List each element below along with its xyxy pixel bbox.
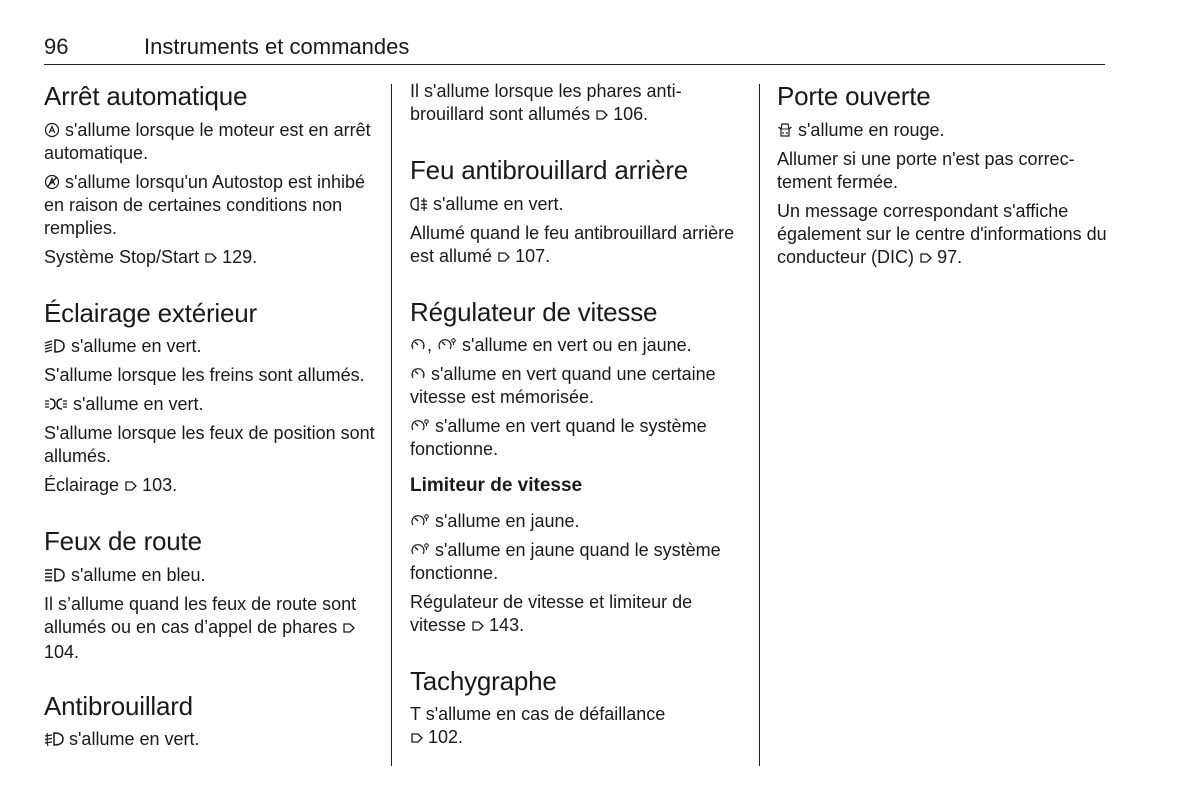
tachograph-icon: T xyxy=(410,704,421,725)
page-reference-arrow-icon xyxy=(919,248,933,271)
section-heading-antibrouillard-arriere: Feu antibrouillard arrière xyxy=(410,155,689,185)
position-lights-icon xyxy=(44,396,68,412)
section-heading-eclairage: Éclairage extérieur xyxy=(44,297,257,328)
subsection-heading-limiteur: Limiteur de vitesse xyxy=(410,475,583,496)
paragraph: Un message correspondant s'affiche également sur le centre d'informations du conducteur (DIC) 97. xyxy=(777,200,1109,271)
page-reference-arrow-icon xyxy=(124,476,138,499)
speed-limiter-icon xyxy=(410,542,430,558)
paragraph: s'allume en vert. xyxy=(44,335,376,358)
column-2 xyxy=(410,80,742,751)
low-beam-icon xyxy=(44,338,66,354)
paragraph: s'allume en vert quand le système fonctionne. xyxy=(410,416,707,459)
page-reference-arrow-icon xyxy=(342,618,356,641)
autostop-inhibited-icon xyxy=(44,174,60,190)
high-beam-icon xyxy=(44,567,66,583)
column-3 xyxy=(777,80,1109,271)
paragraph: s'allume en bleu. xyxy=(44,564,376,587)
paragraph: s'allume lorsqu'un Autostop est inhibé en raison de certaines conditions non remplies. xyxy=(44,171,366,238)
page-header xyxy=(44,34,1105,64)
section-heading-tachygraphe: Tachygraphe xyxy=(410,665,557,696)
speed-limiter-icon xyxy=(410,418,430,434)
rear-fog-icon xyxy=(410,196,428,212)
cross-reference: Éclairage 103. xyxy=(44,474,376,499)
section-heading-regulateur: Régulateur de vitesse xyxy=(410,296,658,327)
section-heading-route: Feux de route xyxy=(44,526,202,556)
speed-limiter-icon xyxy=(410,513,430,529)
paragraph: s'allume en jaune. xyxy=(410,510,742,533)
paragraph: s'allume en rouge. xyxy=(777,119,1109,142)
paragraph: Allumer si une porte n'est pas correctement fermée. xyxy=(777,148,1075,192)
page-reference-arrow-icon xyxy=(204,248,218,271)
page-reference-arrow-icon xyxy=(410,728,424,751)
page-number: 96 xyxy=(44,34,69,59)
paragraph: Régulateur de vitesse et limiteur de vitesse 143. xyxy=(410,591,742,639)
paragraph: Allumé quand le feu antibrouillard arrière est allumé 107. xyxy=(410,222,742,270)
paragraph: s'allume en vert quand une certaine vitesse est mémorisée. xyxy=(410,364,716,407)
paragraph: T s'allume en cas de défaillance 102. xyxy=(410,703,742,751)
paragraph: S'allume lorsque les freins sont allumés. xyxy=(44,365,365,385)
page-title: Instruments et commandes xyxy=(144,34,410,59)
paragraph: s'allume lorsque le moteur est en arrêt automatique. xyxy=(44,119,371,163)
section-heading-arret: Arrêt automatique xyxy=(44,81,248,111)
paragraph: s'allume en vert. xyxy=(44,728,376,751)
cross-reference: Système Stop/Start 129. xyxy=(44,246,376,271)
page-reference-arrow-icon xyxy=(471,616,485,639)
autostop-icon xyxy=(44,122,60,138)
cruise-control-icon xyxy=(410,366,426,382)
column-divider-1 xyxy=(391,84,392,766)
door-open-icon xyxy=(777,122,793,138)
header-divider xyxy=(44,64,1105,65)
column-divider-2 xyxy=(759,84,760,766)
paragraph: Il s’allume quand les feux de route sont allumés ou en cas d’appel de phares 104. xyxy=(44,593,357,662)
paragraph: Il s'allume lorsque les phares antibrouillard sont allumés 106. xyxy=(410,80,742,128)
page-reference-arrow-icon xyxy=(497,247,511,270)
cruise-control-icon xyxy=(410,337,426,353)
column-1 xyxy=(44,80,376,751)
section-heading-antibrouillard: Antibrouillard xyxy=(44,690,193,721)
paragraph: s'allume en vert. xyxy=(410,193,742,216)
page-reference-arrow-icon xyxy=(595,105,609,128)
section-heading-porte: Porte ouverte xyxy=(777,81,931,111)
speed-limiter-icon xyxy=(437,337,457,353)
paragraph: s'allume en jaune quand le système fonctionne. xyxy=(410,539,721,583)
paragraph: , s'allume en vert ou en jaune. xyxy=(410,334,742,357)
paragraph: s'allume en vert. xyxy=(44,393,376,416)
front-fog-icon xyxy=(44,731,64,747)
paragraph: S'allume lorsque les feux de position sont allumés. xyxy=(44,423,375,466)
